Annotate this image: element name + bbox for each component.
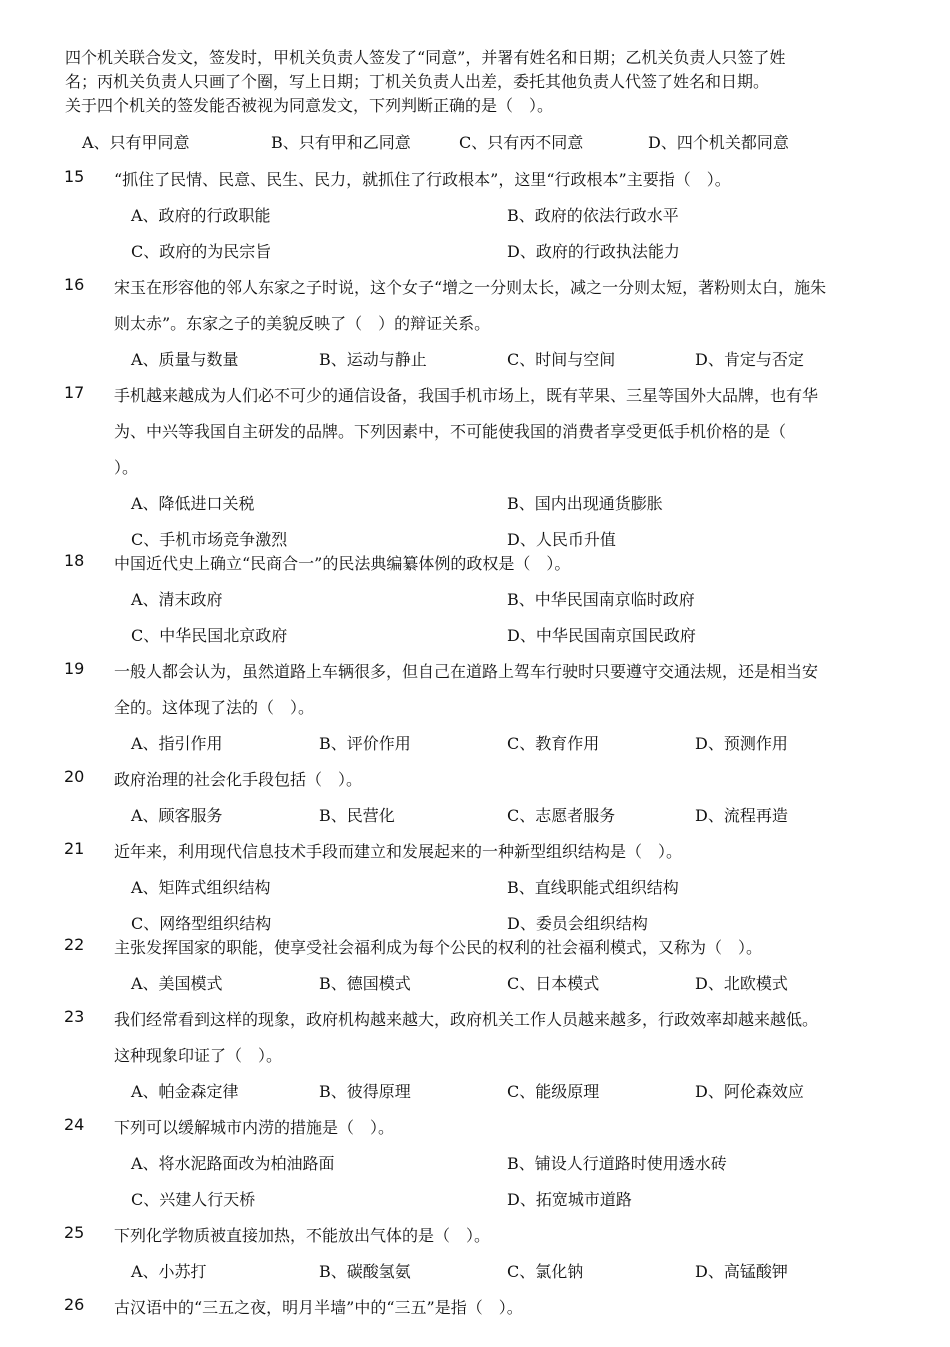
option-a[interactable]: A、小苏打 — [131, 1262, 207, 1281]
option-c[interactable]: C、能级原理 — [507, 1082, 600, 1101]
question-number: 17 — [64, 383, 85, 402]
intro-question-stem — [65, 46, 905, 118]
option-a[interactable]: A、指引作用 — [131, 734, 223, 753]
question-text: 我们经常看到这样的现象，政府机构越来越大，政府机关工作人员越来越多，行政效率却越来越低。 — [114, 1010, 819, 1029]
option-d[interactable]: D、肯定与否定 — [695, 350, 804, 369]
option-d[interactable]: D、拓宽城市道路 — [507, 1190, 632, 1209]
option-b[interactable]: B、中华民国南京临时政府 — [507, 590, 695, 609]
option-d[interactable]: D、预测作用 — [695, 734, 788, 753]
question-text: 中国近代史上确立“民商合一”的民法典编纂体例的政权是（ ）。 — [114, 554, 571, 573]
intro-option-b[interactable]: B、只有甲和乙同意 — [271, 133, 411, 152]
option-c[interactable]: C、兴建人行天桥 — [131, 1190, 256, 1209]
option-a[interactable]: A、帕金森定律 — [131, 1082, 239, 1101]
question-text: 政府治理的社会化手段包括（ ）。 — [114, 770, 363, 789]
question-text: 下列化学物质被直接加热，不能放出气体的是（ ）。 — [114, 1226, 491, 1245]
question-text: 宋玉在形容他的邻人东家之子时说，这个女子“增之一分则太长，减之一分则太短，著粉则太白，施朱 — [114, 278, 827, 297]
option-d[interactable]: D、人民币升值 — [507, 530, 616, 549]
option-c[interactable]: C、时间与空间 — [507, 350, 616, 369]
question-text: 这种现象印证了（ ）。 — [114, 1046, 283, 1065]
option-c[interactable]: C、氯化钠 — [507, 1262, 584, 1281]
option-a[interactable]: A、降低进口关税 — [131, 494, 255, 513]
option-b[interactable]: B、碳酸氢氨 — [319, 1262, 411, 1281]
option-b[interactable]: B、民营化 — [319, 806, 395, 825]
question-text: 古汉语中的“三五之夜，明月半墙”中的“三五”是指（ ）。 — [114, 1298, 523, 1317]
option-c[interactable]: C、网络型组织结构 — [131, 914, 272, 933]
question-number: 15 — [64, 167, 85, 186]
option-c[interactable]: C、教育作用 — [507, 734, 600, 753]
question-text: 全的。这体现了法的（ ）。 — [114, 698, 315, 717]
question-text: 近年来，利用现代信息技术手段而建立和发展起来的一种新型组织结构是（ ）。 — [114, 842, 683, 861]
option-b[interactable]: B、运动与静止 — [319, 350, 427, 369]
question-text: “抓住了民情、民意、民生、民力，就抓住了行政根本”，这里“行政根本”主要指（ ）。 — [114, 170, 731, 189]
option-d[interactable]: D、阿伦森效应 — [695, 1082, 804, 1101]
option-b[interactable]: B、直线职能式组织结构 — [507, 878, 679, 897]
option-b[interactable]: B、政府的依法行政水平 — [507, 206, 679, 225]
question-number: 16 — [64, 275, 85, 294]
option-a[interactable]: A、将水泥路面改为柏油路面 — [131, 1154, 335, 1173]
option-c[interactable]: C、志愿者服务 — [507, 806, 616, 825]
intro-line: 关于四个机关的签发能否被视为同意发文，下列判断正确的是（ ）。 — [65, 96, 554, 115]
option-c[interactable]: C、手机市场竞争激烈 — [131, 530, 288, 549]
option-b[interactable]: B、德国模式 — [319, 974, 411, 993]
option-d[interactable]: D、政府的行政执法能力 — [507, 242, 680, 261]
option-b[interactable]: B、铺设人行道路时使用透水砖 — [507, 1154, 727, 1173]
option-d[interactable]: D、高锰酸钾 — [695, 1262, 788, 1281]
option-d[interactable]: D、北欧模式 — [695, 974, 788, 993]
option-c[interactable]: C、日本模式 — [507, 974, 600, 993]
question-text: 手机越来越成为人们必不可少的通信设备，我国手机市场上，既有苹果、三星等国外大品牌，也有华 — [114, 386, 819, 405]
option-d[interactable]: D、中华民国南京国民政府 — [507, 626, 696, 645]
intro-line: 四个机关联合发文，签发时，甲机关负责人签发了“同意”，并署有姓名和日期；乙机关负责人只签了姓 — [65, 48, 786, 67]
question-text: ）。 — [114, 458, 139, 477]
option-b[interactable]: B、国内出现通货膨胀 — [507, 494, 663, 513]
option-a[interactable]: A、质量与数量 — [131, 350, 239, 369]
question-text: 为、中兴等我国自主研发的品牌。下列因素中，不可能使我国的消费者享受更低手机价格的是（ — [114, 422, 787, 441]
question-number: 21 — [64, 839, 85, 858]
question-number: 26 — [64, 1295, 85, 1314]
intro-option-d[interactable]: D、四个机关都同意 — [648, 133, 789, 152]
option-d[interactable]: D、流程再造 — [695, 806, 788, 825]
option-a[interactable]: A、矩阵式组织结构 — [131, 878, 271, 897]
option-a[interactable]: A、美国模式 — [131, 974, 223, 993]
question-number: 20 — [64, 767, 85, 786]
question-text: 一般人都会认为，虽然道路上车辆很多，但自己在道路上驾车行驶时只要遵守交通法规，还是相当安 — [114, 662, 819, 681]
intro-option-a[interactable]: A、只有甲同意 — [82, 133, 190, 152]
option-a[interactable]: A、政府的行政职能 — [131, 206, 271, 225]
question-number: 18 — [64, 551, 85, 570]
intro-line: 名；丙机关负责人只画了个圈，写上日期；丁机关负责人出差，委托其他负责人代签了姓名和日期。 — [65, 72, 770, 91]
option-a[interactable]: A、清末政府 — [131, 590, 223, 609]
question-number: 22 — [64, 935, 85, 954]
question-number: 23 — [64, 1007, 85, 1026]
option-c[interactable]: C、政府的为民宗旨 — [131, 242, 272, 261]
question-number: 24 — [64, 1115, 85, 1134]
option-b[interactable]: B、彼得原理 — [319, 1082, 411, 1101]
intro-options — [0, 131, 950, 155]
option-a[interactable]: A、顾客服务 — [131, 806, 223, 825]
question-text: 下列可以缓解城市内涝的措施是（ ）。 — [114, 1118, 395, 1137]
question-text: 则太赤”。东家之子的美貌反映了（ ）的辩证关系。 — [114, 314, 491, 333]
question-number: 25 — [64, 1223, 85, 1242]
option-c[interactable]: C、中华民国北京政府 — [131, 626, 288, 645]
question-text: 主张发挥国家的职能，使享受社会福利成为每个公民的权利的社会福利模式，又称为（ ）。 — [114, 938, 763, 957]
option-b[interactable]: B、评价作用 — [319, 734, 411, 753]
option-d[interactable]: D、委员会组织结构 — [507, 914, 648, 933]
intro-option-c[interactable]: C、只有丙不同意 — [459, 133, 584, 152]
question-number: 19 — [64, 659, 85, 678]
